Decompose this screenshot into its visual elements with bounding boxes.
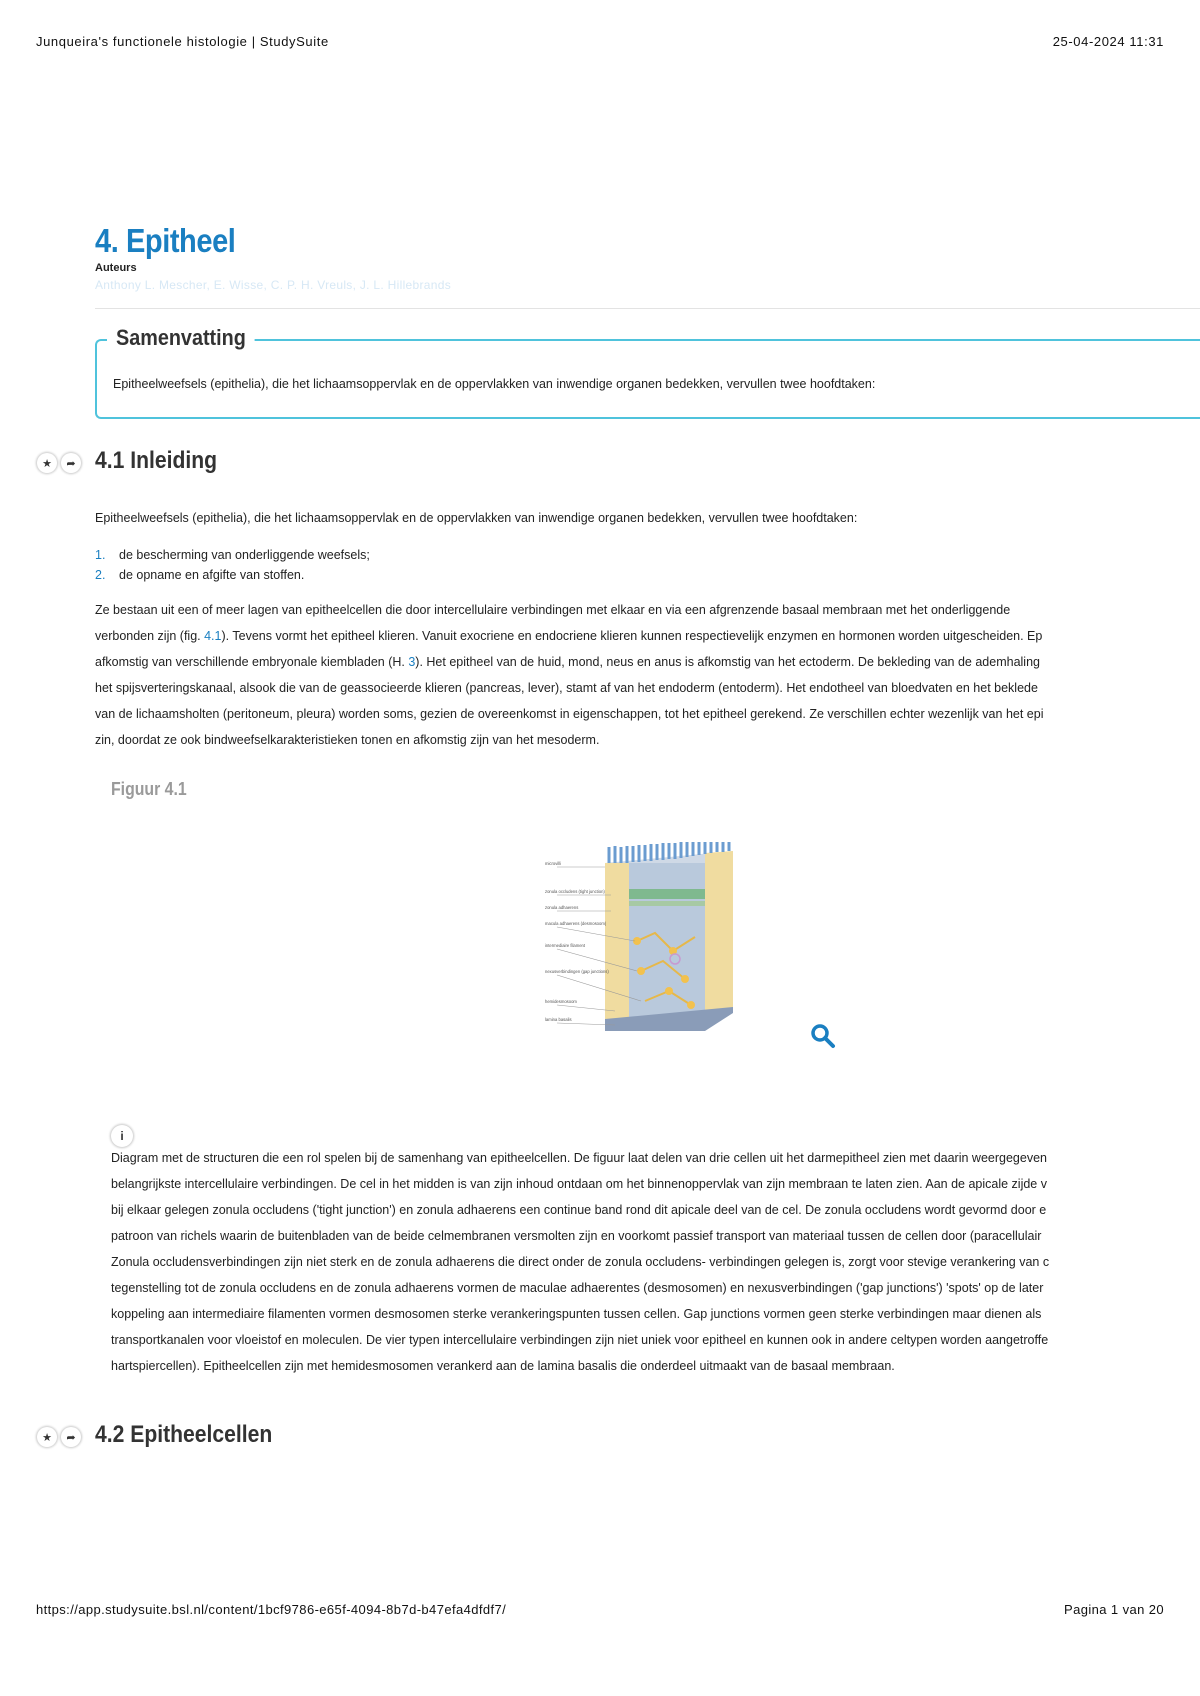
- caption-line: tegenstelling tot de zonula occludens en de zonula adhaerens vormen de maculae adhaerentes (desmosomen) en nexusverbindingen ('gap junctions') 'spots' op de later: [111, 1281, 1044, 1295]
- caption-line: koppeling aan intermediaire filamenten vormen desmosomen sterke verankeringspunten tussen cellen. Gap junctions vormen geen sterke verbindingen maar dienen als: [111, 1307, 1042, 1321]
- text-run: afkomstig van verschillende embryonale kiembladen (H.: [95, 655, 409, 669]
- share-icon[interactable]: ➦: [61, 453, 81, 473]
- figure-callout: zonula adhaerens: [545, 905, 579, 910]
- paragraph-line: het spijsverteringskanaal, alsook die van de geassocieerde klieren (pancreas, lever), stamt af van het endoderm (entoderm). Het endotheel van bloedvaten en het beklede: [95, 681, 1038, 695]
- paragraph-line: Ze bestaan uit een of meer lagen van epitheelcellen die door intercellulaire verbindingen met elkaar en via een afgrenzende basaal membraan met het onderliggende: [95, 603, 1011, 617]
- text-run: verbonden zijn (fig.: [95, 629, 205, 643]
- text-run: ). Het epitheel van de huid, mond, neus en anus is afkomstig van het ectoderm. De bekleding van de ademhaling: [415, 655, 1040, 669]
- caption-line: Zonula occludensverbindingen zijn niet sterk en de zonula adhaerens die direct onder de zonula occludens- verbindingen gelegen is, zorgt voor stevige verankering van c: [111, 1255, 1050, 1269]
- caption-line: bij elkaar gelegen zonula occludens ('tight junction') en zonula adhaerens een continue band rond dit apicale deel van de cel. De zonula occludens wordt gevormd door e: [111, 1203, 1047, 1217]
- caption-line: belangrijkste intercellulaire verbindingen. De cel in het midden is van zijn inhoud ontdaan om het binnenoppervlak van zijn membraan te laten zien. Aan de apicale zijde v: [111, 1177, 1047, 1191]
- figure-callout: lamina basalis: [545, 1017, 572, 1022]
- figure-callout: nexusverbindingen (gap junctions): [545, 969, 609, 974]
- paragraph-line: [95, 649, 1200, 675]
- figure-callout: microvilli: [545, 861, 562, 866]
- summary-text: Epitheelweefsels (epithelia), die het lichaamsoppervlak en de oppervlakken van inwendige organen bedekken, vervullen twee hoofdtaken:: [113, 377, 876, 391]
- print-datetime: 25-04-2024 11:31: [1052, 34, 1164, 49]
- figure-callout: intermediaire filament: [545, 943, 586, 948]
- print-header: [36, 34, 1164, 54]
- section-heading-4-1: [42, 443, 1200, 483]
- info-icon[interactable]: i: [111, 1125, 133, 1147]
- intro-paragraph: Epitheelweefsels (epithelia), die het lichaamsoppervlak en de oppervlakken van inwendige organen bedekken, vervullen twee hoofdtaken:: [95, 511, 858, 525]
- divider: [95, 308, 1200, 309]
- caption-line: Diagram met de structuren die een rol spelen bij de samenhang van epitheelcellen. De figuur laat delen van drie cellen uit het darmepitheel zien met daarin weergegeven: [111, 1151, 1047, 1165]
- print-footer: [36, 1602, 1164, 1622]
- star-icon[interactable]: ★: [37, 1427, 57, 1447]
- figure-ref-link[interactable]: 4.1: [204, 629, 222, 643]
- section-title: 4.2 Epitheelcellen: [95, 1421, 273, 1448]
- authors-label: Auteurs: [95, 262, 137, 274]
- share-icon[interactable]: ➦: [61, 1427, 81, 1447]
- list-number: 1.: [95, 548, 106, 562]
- page-number: Pagina 1 van 20: [1064, 1602, 1164, 1617]
- figure-callout: macula adhaerens (desmosoom): [545, 921, 607, 926]
- list-item: [95, 545, 1200, 565]
- star-icon[interactable]: ★: [37, 453, 57, 473]
- task-list: [95, 545, 1200, 585]
- main-content: [42, 222, 1200, 1457]
- chapter-title: 4. Epitheel: [95, 222, 236, 259]
- authors-list[interactable]: Anthony L. Mescher, E. Wisse, C. P. H. Vreuls, J. L. Hillebrands: [95, 278, 452, 292]
- summary-box: [95, 325, 1200, 419]
- paragraph-line: zin, doordat ze ook bindweefselkarakteristieken tonen en afkomstig zijn van het mesoderm.: [95, 733, 600, 747]
- epithelium-diagram[interactable]: [545, 841, 745, 1037]
- figure-4-1: [95, 779, 1200, 1143]
- text-run: ). Tevens vormt het epitheel klieren. Vanuit exocriene en endocriene klieren kunnen respectievelijk enzymen en hormonen worden uitgescheiden. Ep: [221, 629, 1043, 643]
- section-heading-4-2: [42, 1417, 1200, 1457]
- body-paragraph: [95, 597, 1200, 753]
- figure-label: Figuur 4.1: [111, 779, 187, 799]
- list-number: 2.: [95, 568, 106, 582]
- section-actions: [37, 453, 81, 473]
- document-title: Junqueira's functionele histologie | StudySuite: [36, 34, 329, 49]
- summary-title: Samenvatting: [107, 325, 255, 351]
- section-title: 4.1 Inleiding: [95, 447, 218, 474]
- paragraph-line: van de lichaamsholten (peritoneum, pleura) worden soms, gezien de overeenkomst in eigenschappen, tot het epitheel gerekend. Ze verschillen echter wezenlijk van het epi: [95, 707, 1044, 721]
- list-text: de opname en afgifte van stoffen.: [119, 568, 305, 582]
- page-url: https://app.studysuite.bsl.nl/content/1bcf9786-e65f-4094-8b7d-b47efa4dfdf7/: [36, 1602, 507, 1617]
- figure-callout: zonula occludens (tight junction): [545, 889, 605, 894]
- chapter-ref-link[interactable]: 3: [408, 655, 416, 669]
- caption-line: transportkanalen voor vloeistof en moleculen. De vier typen intercellulaire verbindingen zijn niet uniek voor epitheel en kunnen ook in andere celtypen worden aangetroffe: [111, 1333, 1049, 1347]
- paragraph-line: [95, 623, 1200, 649]
- list-item: [95, 565, 1200, 585]
- caption-line: hartspiercellen). Epitheelcellen zijn met hemidesmosomen verankerd aan de lamina basalis die onderdeel uitmaakt van de basaal membraan.: [111, 1359, 895, 1373]
- magnifier-icon[interactable]: [810, 1023, 836, 1049]
- caption-line: patroon van richels waarin de buitenbladen van de beide celmembranen versmolten zijn en voorkomt passief transport van materiaal tussen de cellen door (paracellulair: [111, 1229, 1042, 1243]
- figure-callout: hemidesmosoom: [545, 999, 577, 1004]
- list-text: de bescherming van onderliggende weefsels;: [119, 548, 370, 562]
- section-actions: [37, 1427, 81, 1447]
- figure-caption: [95, 1145, 1200, 1379]
